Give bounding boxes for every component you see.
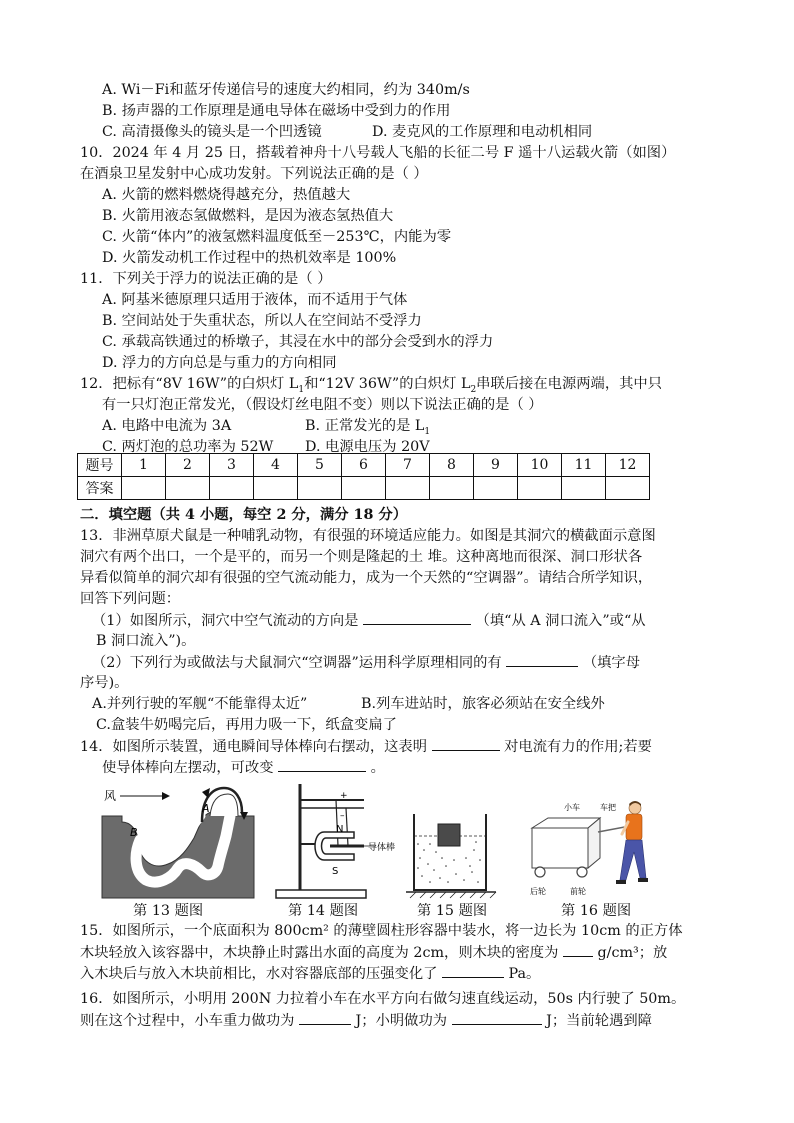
answer-cell[interactable] (254, 477, 298, 500)
fig13-label-b: B (130, 826, 138, 839)
q12-stem-part3: 串联后接在电源两端，其中只 (476, 376, 663, 392)
answer-cell[interactable] (386, 477, 430, 500)
q15-line3 (80, 963, 540, 984)
figure-14-apparatus (272, 780, 402, 900)
q13-line4: 回答下列问题： (80, 591, 181, 607)
answer-cell[interactable] (166, 477, 210, 500)
q15-blank-2[interactable] (442, 963, 504, 978)
figure-15-caption: 第 15 题图 (417, 903, 488, 919)
answer-cell[interactable] (210, 477, 254, 500)
q14-blank-1[interactable] (432, 736, 500, 751)
q10-option-b: B. 火箭用液态氢做燃料，是因为液态氢热值大 (102, 208, 394, 224)
q13-part2-tail: 序号)。 (80, 675, 129, 691)
q9-option-d: D. 麦克风的工作原理和电动机相同 (372, 124, 593, 140)
q12-option-b-text: B. 正常发光的是 L (305, 418, 425, 434)
q13-part1 (92, 610, 646, 631)
q14-line2-text: 使导体棒向左摆动，可改变 (102, 760, 274, 776)
fig13-label-a: A (202, 802, 210, 815)
q13-line2: 洞穴有两个出口，一个是平的，而另一个则是隆起的土 堆。这种离地而很深、洞口形状各 (80, 549, 643, 565)
answer-table-number: 4 (254, 454, 298, 477)
q15-line2-tail: g/cm³；放 (597, 945, 668, 961)
q14-line2-tail: 。 (370, 760, 385, 776)
q9-option-b: B. 扬声器的工作原理是通电导体在磁场中受到力的作用 (102, 103, 451, 119)
q15-line2 (80, 942, 667, 963)
q10-option-a: A. 火箭的燃料燃烧得越充分，热值越大 (102, 187, 351, 203)
q13-part1-tail: B 洞口流入”)。 (96, 633, 196, 649)
q10-stem-line1: 10．2024 年 4 月 25 日，搭载着神舟十八号载人飞船的长征二号 F 遥十八运载火箭（如图） (80, 145, 676, 161)
answer-table-number: 11 (562, 454, 606, 477)
q11-option-a: A. 阿基米德原理只适用于液体，而不适用于气体 (102, 292, 408, 308)
fig14-minus: – (340, 811, 345, 821)
fig13-wind-label: 风 (104, 789, 117, 803)
answer-table-number: 10 (518, 454, 562, 477)
answer-table-number: 5 (298, 454, 342, 477)
answer-table (77, 453, 650, 500)
figure-13-caption: 第 13 题图 (133, 903, 204, 919)
q13-line1: 13．非洲草原犬鼠是一种哺乳动物，有很强的环境适应能力。如图是其洞穴的横截面示意图 (80, 528, 656, 544)
q16-line1: 16．如图所示，小明用 200N 力拉着小车在水平方向右做匀速直线运动，50s 内行驶了 50m。 (80, 991, 686, 1007)
answer-cell[interactable] (342, 477, 386, 500)
q14-blank-2[interactable] (278, 757, 366, 772)
fig16-cart-label: 小车 (564, 803, 580, 812)
q13-part2-text: （2）下列行为或做法与犬鼠洞穴“空调器”运用科学原理相同的有 (92, 655, 502, 671)
q16-blank-2[interactable] (452, 1010, 542, 1025)
answer-cell[interactable] (518, 477, 562, 500)
answer-table-header-label: 题号 (78, 454, 122, 477)
fig14-plus: + (340, 791, 348, 801)
q16-blank-1[interactable] (299, 1010, 351, 1025)
q12-stem-part1: 12．把标有“8V 16W”的白炽灯 L (80, 376, 299, 392)
q12-subscript-1: 1 (298, 384, 305, 395)
q12-stem-line2: 有一只灯泡正常发光，（假设灯丝电阻不变）则以下说法正确的是（ ） (102, 397, 543, 413)
answer-table-number: 2 (166, 454, 210, 477)
q13-blank-1[interactable] (363, 610, 471, 625)
q12-option-c: C. 两灯泡的总功率为 52W (102, 439, 274, 455)
q10-option-d: D. 火箭发动机工作过程中的热机效率是 100% (102, 250, 397, 266)
q16-line2-tail: J；当前轮遇到障 (546, 1013, 652, 1029)
fig14-north: N (336, 824, 344, 835)
fig16-front-wheel-label: 前轮 (570, 887, 586, 896)
answer-cell[interactable] (298, 477, 342, 500)
answer-table-number: 12 (606, 454, 650, 477)
answer-table-number: 3 (210, 454, 254, 477)
q16-line2-text: 则在这个过程中，小车重力做功为 (80, 1013, 295, 1029)
answer-cell[interactable] (122, 477, 166, 500)
q12-option-d: D. 电源电压为 20V (305, 439, 430, 455)
answer-cell[interactable] (474, 477, 518, 500)
answer-table-number: 8 (430, 454, 474, 477)
q13-part1-hint: （填“从 A 洞口流入”或“从 (475, 613, 646, 629)
q10-option-c: C. 火箭“体内”的液氢燃料温度低至－253℃，内能为零 (102, 229, 452, 245)
section-title: 二．填空题（共 4 小题，每空 2 分，满分 18 分） (80, 507, 407, 523)
answer-table-number: 6 (342, 454, 386, 477)
answer-table-answer-row (78, 477, 650, 500)
answer-table-number: 7 (386, 454, 430, 477)
answer-cell[interactable] (606, 477, 650, 500)
q11-stem: 11．下列关于浮力的说法正确的是（ ） (80, 271, 332, 287)
figure-13-burrow (98, 782, 258, 900)
q11-option-d: D. 浮力的方向总是与重力的方向相同 (102, 355, 337, 371)
answer-table-header-row (78, 454, 650, 477)
q13-part1-text: （1）如图所示，洞穴中空气流动的方向是 (92, 613, 359, 629)
q12-option-a: A. 电路中电流为 3A (102, 418, 232, 434)
q13-part2 (92, 652, 640, 673)
q15-line1: 15．如图所示，一个底面积为 800cm² 的薄壁圆柱形容器中装水，将一边长为 10cm 的正方体 (80, 923, 683, 939)
q10-stem-line2: 在酒泉卫星发射中心成功发射。下列说法正确的是（ ） (80, 166, 428, 182)
q16-line2-mid: J；小明做功为 (355, 1013, 448, 1029)
fig14-rod-label: 导体棒 (368, 843, 396, 853)
q9-option-a: A. Wi－Fi和蓝牙传递信号的速度大约相同，约为 340m/s (102, 82, 470, 98)
answer-table-answer-label: 答案 (78, 477, 122, 500)
figure-14-caption: 第 14 题图 (288, 903, 359, 919)
q14-line2 (102, 757, 385, 778)
q12-stem-part2: 和“12V 36W”的白炽灯 L (304, 376, 471, 392)
q15-line3-text: 入木块后与放入木块前相比，水对容器底部的压强变化了 (80, 966, 438, 982)
q12-subscript-2: 2 (470, 384, 477, 395)
q13-option-b: B.列车进站时，旅客必须站在安全线外 (361, 696, 605, 712)
q12-option-b-subscript: 1 (424, 426, 431, 437)
q13-option-a: A.并列行驶的军舰“不能靠得太近” (92, 696, 308, 712)
q15-line2-text: 木块轻放入该容器中，木块静止时露出水面的高度为 2cm，则木块的密度为 (80, 945, 559, 961)
q14-line1-tail: 对电流有力的作用;若要 (504, 739, 652, 755)
answer-table-number: 1 (122, 454, 166, 477)
q16-line2 (80, 1010, 652, 1031)
q13-line3: 异看似简单的洞穴却有很强的空气流动能力，成为一个天然的“空调器”。请结合所学知识， (80, 570, 653, 586)
figure-16-cart (526, 800, 656, 900)
q13-part2-hint: （填字母 (582, 655, 641, 671)
q14-line1 (80, 736, 652, 757)
answer-cell[interactable] (430, 477, 474, 500)
answer-cell[interactable] (562, 477, 606, 500)
fig14-south: S (332, 866, 339, 877)
figure-15-container (404, 810, 498, 900)
q11-option-b: B. 空间站处于失重状态，所以人在空间站不受浮力 (102, 313, 422, 329)
q11-option-c: C. 承载高铁通过的桥墩子，其浸在水中的部分会受到水的浮力 (102, 334, 494, 350)
q15-blank-1[interactable] (563, 942, 593, 957)
q13-blank-2[interactable] (506, 652, 578, 667)
q13-option-c: C.盒装牛奶喝完后，再用力吸一下，纸盒变扁了 (96, 717, 397, 733)
q15-line3-tail: Pa。 (508, 966, 541, 982)
fig16-handle-label: 车把 (600, 803, 616, 812)
figure-16-caption: 第 16 题图 (561, 903, 632, 919)
q9-option-c: C. 高清摄像头的镜头是一个凹透镜 (102, 124, 322, 140)
answer-table-number: 9 (474, 454, 518, 477)
fig16-rear-wheel-label: 后轮 (530, 887, 546, 896)
q14-line1-text: 14．如图所示装置，通电瞬间导体棒向右摆动，这表明 (80, 739, 428, 755)
